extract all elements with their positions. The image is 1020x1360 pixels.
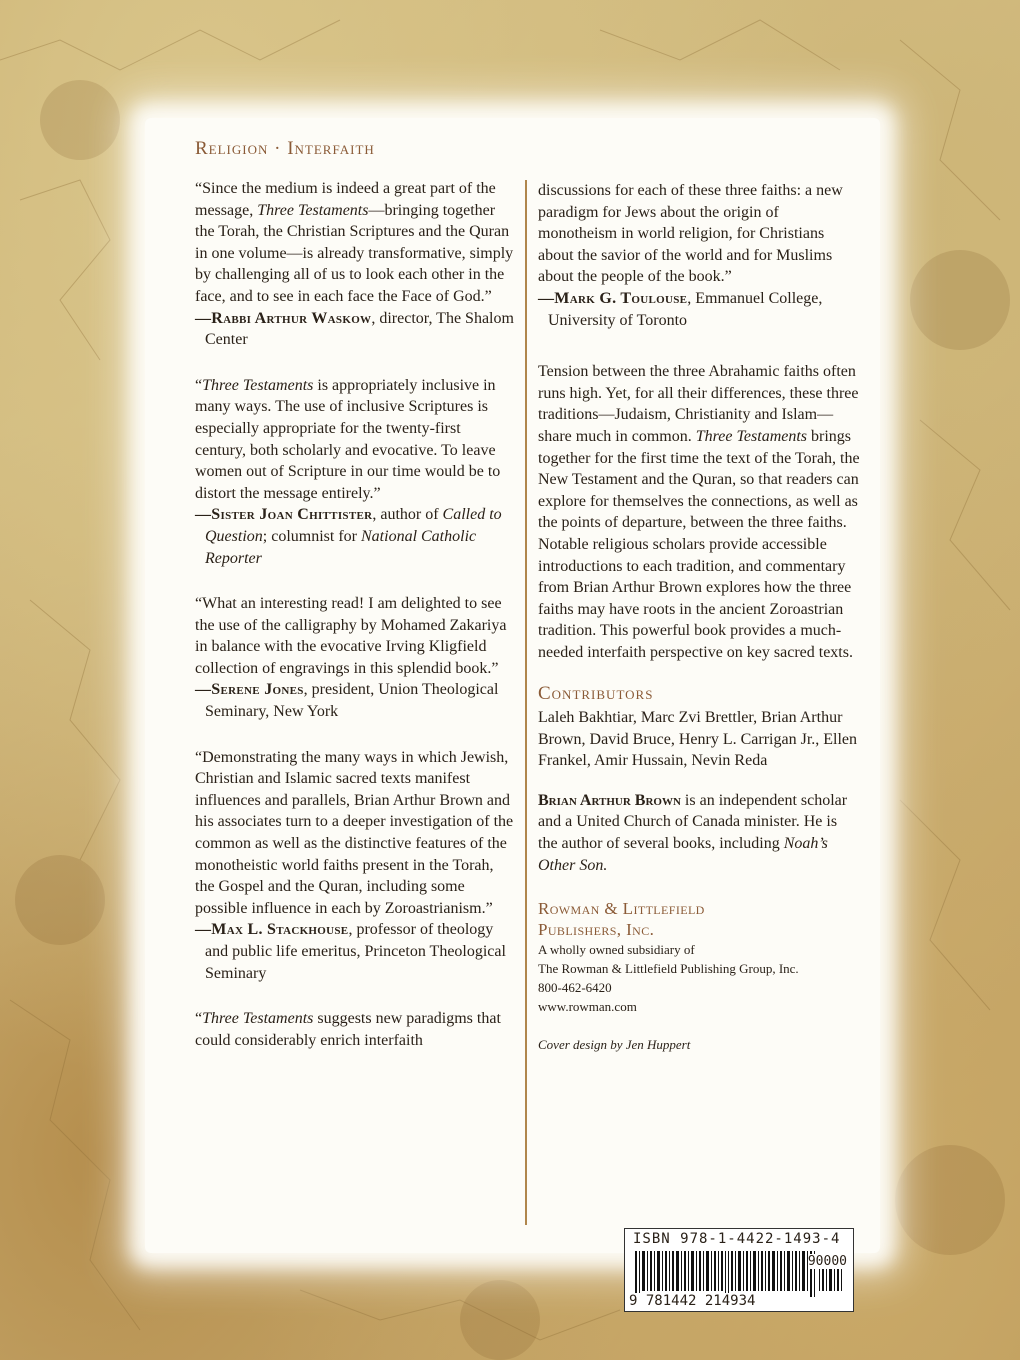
attribution-name: —Serene Jones [195, 681, 304, 699]
attribution-name: —Sister Joan Chittister [195, 506, 373, 524]
category-label: Religion · Interfaith [195, 138, 375, 159]
contributors-list: Laleh Bakhtiar, Marc Zvi Brettler, Brian Arthur Brown, David Bruce, Henry L. Carrigan Jr., Ellen Frankel, Amir Hussain, Nevin Reda [538, 709, 858, 770]
attribution-name: —Max L. Stackhouse [195, 921, 349, 939]
right-column [538, 180, 860, 1056]
publisher-name: Rowman & Littlefield Publishers, Inc. [538, 899, 705, 940]
price-code: 90000 [807, 1254, 847, 1269]
left-column [195, 138, 515, 1075]
isbn-text: ISBN 978-1-4422-1493-4 [633, 1231, 841, 1247]
attribution-name: —Rabbi Arthur Waskow [195, 309, 372, 327]
column-divider [525, 180, 527, 1225]
publisher-details: A wholly owned subsidiary of The Rowman & Littlefield Publishing Group, Inc. 800-462-6420 www.rowman.com [538, 942, 799, 1015]
contributors-heading: Contributors [538, 683, 654, 705]
attribution-name: —Mark G. Toulouse [538, 289, 688, 307]
quote-stackhouse: “Demonstrating the many ways in which Jewish, Christian and Islamic sacred texts manifest influences and parallels, Brian Arthur Brown and his associates turn to a deeper investigation of the common as well as the distinctive features of the monotheistic world faiths present in the Torah, the Gospel and the Quran, including some possible influence in each by Zoroastrianism.” —Max L. Stackhouse, professor of theology and public life emeritus, Princeton Theological Seminary [195, 748, 514, 982]
quote-toulouse-end: discussions for each of these three faiths: a new paradigm for Jews about the origin of monotheism in world religion, for Christians about the savior of the world and for Muslims about the people of the book.” —Mark G. Toulouse, Emmanuel College, University of Toronto [538, 182, 843, 329]
barcode-digits: 9 781442 214934 [629, 1293, 756, 1309]
book-description: Tension between the three Abrahamic faiths often runs high. Yet, for all their differences, these three traditions—Judaism, Christianity and Islam—share much in common. Three Testaments brings together for the first time the text of the Torah, the New Testament and the Quran, so that readers can explore for themselves the connections, as well as the points of departure, between the three faiths. Notable religious scholars provide accessible introductions to each tradition, and commentary from Brian Arthur Brown explores how the three faiths may have roots in the ancient Zoroastrian tradition. This powerful book provides a much-needed interfaith perspective on key sacred texts. [538, 363, 860, 661]
quote-jones: “What an interesting read! I am delighted to see the use of the calligraphy by Mohamed Zakariya in balance with the evocative Irving Kligfield collection of engravings in this splendid book.” —Serene Jones, president, Union Theological Seminary, New York [195, 595, 507, 721]
quote-chittister: “Three Testaments is appropriately inclusive in many ways. The use of inclusive Scriptures is especially appropriate for the twenty-first century, both scholarly and evocative. To leave women out of Scripture in our time would be to distort the message entirely.” —Sister Joan Chittister, author of Called to Question; columnist for National Catholic Reporter [195, 376, 502, 567]
quote-waskow: “Since the medium is indeed a great part of the message, Three Testaments—bringing together the Torah, the Christian Scriptures and the Quran in one volume—is already transformative, simply by challenging all of us to look each other in the face, and to see in each face the Face of God.” —Rabbi Arthur Waskow, director, The Shalom Center [195, 180, 514, 349]
author-bio: Brian Arthur Brown is an independent scholar and a United Church of Canada minister. He is the author of several books, including Noah’s Other Son. [538, 791, 848, 874]
cover-credit: Cover design by Jen Huppert [538, 1037, 691, 1053]
isbn-barcode [624, 1228, 854, 1312]
quote-toulouse-start: “Three Testaments suggests new paradigms that could considerably enrich interfaith [195, 1010, 501, 1049]
